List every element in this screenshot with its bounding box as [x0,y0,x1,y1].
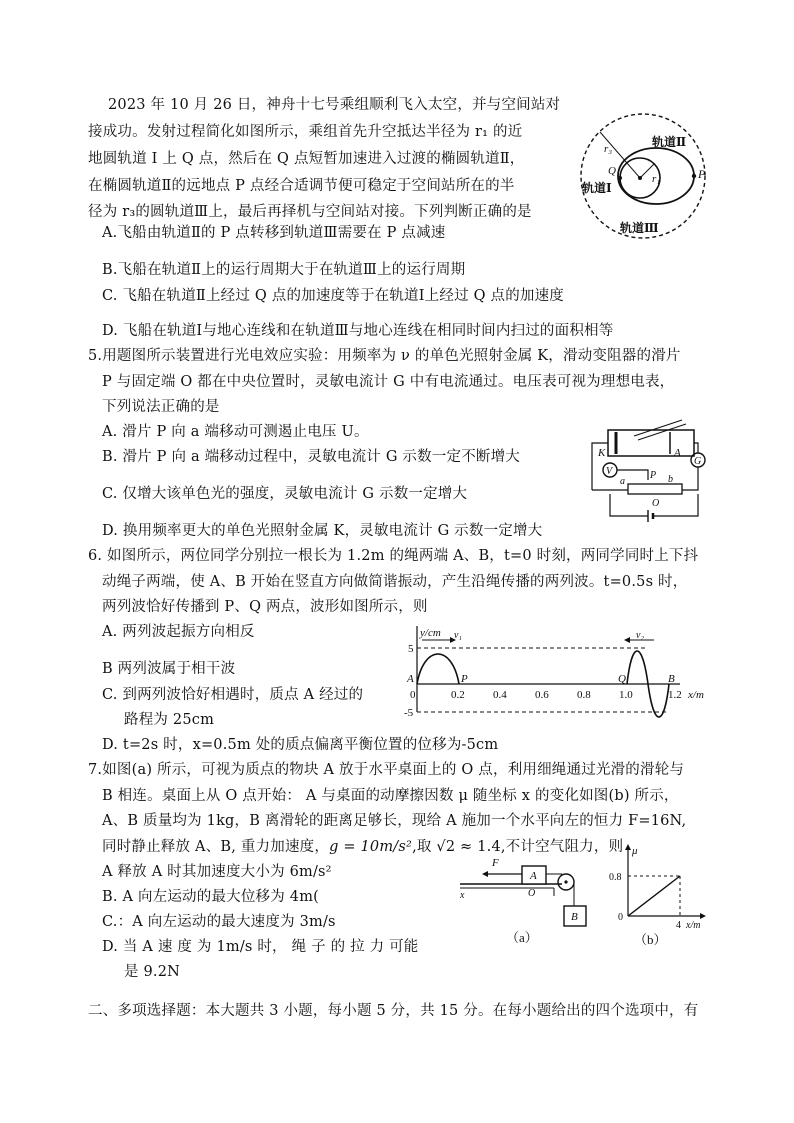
q6-option-c[interactable]: C. 到两列波恰好相遇时，质点 A 经过的 [102,687,364,703]
q7-stem-line: 7.如图(a) 所示，可视为质点的物块 A 放于水平桌面上的 O 点，利用细绳通过光滑的滑轮与 [88,762,685,778]
label-block-b: B [571,911,578,923]
q4-stem-line: 2023 年 10 月 26 日，神舟十七号乘组顺利飞入太空，并与空间站对 [108,97,561,113]
arrow-v2-head [624,637,630,643]
x-tick: 4 [676,920,681,931]
q4-stem-line: 地圆轨道 Ⅰ 上 Q 点，然后在 Q 点短暂加速进入过渡的椭圆轨道Ⅱ， [88,151,525,167]
q5-circuit-figure [586,418,710,526]
mu-line [628,876,680,916]
q5-option-c[interactable]: C. 仅增大该单色光的强度，灵敏电流计 G 示数一定增大 [102,486,468,502]
section-2-heading: 二、多项选择题：本大题共 3 小题，每小题 5 分，共 15 分。在每小题给出的四个选项中，有 [88,1003,699,1019]
y-tick: 0.8 [609,872,622,883]
q6-stem-line: 动绳子两端，使 A、B 开始在竖直方向做简谐振动，产生沿绳传播的两列波。t=0.5s 时， [102,574,688,590]
label-v2: v₂ [636,630,644,641]
label-mu: μ [632,845,638,857]
label-orbit-3: 轨道Ⅲ [620,221,659,235]
x-tick: 1.2 [668,689,682,701]
q5-stem-line: 5.用题图所示装置进行光电效应实验：用频率为 ν 的单色光照射金属 K，滑动变阻器的滑片 [88,348,681,364]
force-f-head [482,871,488,877]
q7-option-a[interactable]: A 释放 A 时其加速度大小为 6m/s² [102,864,332,880]
label-g: G [694,456,702,467]
label-b-end: b [668,474,673,485]
label-a: A [674,447,681,459]
figure-b-caption: （b） [634,932,667,947]
q4-option-a[interactable]: A.飞船由轨道Ⅱ的 P 点转移到轨道Ⅲ需要在 P 点减速 [102,225,446,241]
label-p: P [698,167,706,181]
label-v: V [606,466,613,477]
rheostat [628,484,682,494]
q7-figure-b [608,840,712,948]
label-b: B [668,673,675,685]
label-r3: r₃ [604,143,613,155]
q7-stem-text: ,取 √2 ≈ 1.4,不计空气阻力，则 [412,839,624,855]
label-q: Q [618,673,626,685]
label-orbit-1: 轨道Ⅰ [582,181,612,195]
r3-line [600,132,640,178]
wire [610,494,648,516]
q7-figure-a [454,850,588,950]
q5-stem-line: P 与固定端 O 都在中央位置时，灵敏电流计 G 中有电流通过。电压表可视为理想电表， [102,374,675,390]
label-p: P [650,470,657,481]
label-p: P [461,673,468,685]
x-tick: 0.4 [493,689,507,701]
origin-label: 0 [618,912,623,923]
label-f: F [492,857,499,869]
wire [682,467,698,490]
q6-option-a[interactable]: A. 两列波起振方向相反 [102,624,255,640]
label-a: A [407,673,414,685]
y-axis-label: y/cm [420,627,441,639]
pulley-axle [564,880,567,883]
x-tick: 0.2 [451,689,465,701]
q4-stem-line: 接成功。发射过程简化如图所示，乘组首先升空抵达半径为 r₁ 的近 [88,124,523,140]
label-a-end: a [620,476,625,487]
y-tick-neg5: -5 [404,707,414,719]
q4-orbit-figure [570,110,720,250]
label-orbit-2: 轨道Ⅱ [652,135,687,149]
q7-stem-line: B 相连。桌面上从 O 点开始： A 与桌面的动摩擦因数 μ 随坐标 x 的变化如图(b) 所示， [102,788,679,804]
label-r1: r₁ [652,173,661,185]
q7-option-c[interactable]: C.：A 向左运动的最大速度为 3m/s [102,914,336,930]
q7-option-d[interactable]: D. 当 A 速 度 为 1m/s 时， 绳 子 的 拉 力 可能 [102,939,419,955]
q7-gravity-formula: g = 10m/s² [329,839,413,855]
label-o: O [528,888,536,899]
x-axis-label: x/m [686,920,701,931]
x-tick: 1.0 [619,689,633,701]
x-tick: 0.6 [535,689,549,701]
q6-option-d[interactable]: D. t=2s 时，x=0.5m 处的质点偏离平衡位置的位移为-5cm [102,737,499,753]
q5-stem-line: 下列说法正确的是 [102,399,220,415]
x-axis-label: x/m [688,689,704,701]
q7-option-b[interactable]: B. A 向左运动的最大位移为 4m( [102,889,319,905]
label-q: Q [608,165,616,177]
mu-axis-arrow [625,844,631,850]
wire [653,494,698,516]
label-x: x [460,890,465,901]
q4-option-d[interactable]: D. 飞船在轨道Ⅰ与地心连线和在轨道Ⅲ与地心连线在相同时间内扫过的面积相等 [102,323,614,339]
q6-wave-figure [404,620,716,720]
photocell-tube [608,430,694,456]
q6-option-c-cont: 路程为 25cm [124,712,215,728]
q4-option-b[interactable]: B.飞船在轨道Ⅱ上的运行周期大于在轨道Ⅲ上的运行周期 [102,262,466,278]
orbit-3-circle [581,114,705,238]
q6-option-b[interactable]: B 两列波属于相干波 [102,661,236,677]
q6-stem-line: 6. 如图所示，两位同学分别拉一根长为 1.2m 的绳两端 A、B，t=0 时刻，两同学同时上下抖 [88,548,699,564]
q4-stem-line: 径为 r₃的圆轨道Ⅲ上，最后再择机与空间站对接。下列判断正确的是 [88,204,532,220]
x-axis-arrow [700,913,706,919]
q5-option-b[interactable]: B. 滑片 P 向 a 端移动过程中，灵敏电流计 G 示数一定不断增大 [102,449,521,465]
label-k: K [598,447,606,459]
label-block-a: A [530,870,537,882]
point-q [618,176,622,180]
q5-option-d[interactable]: D. 换用频率更大的单色光照射金属 K，灵敏电流计 G 示数一定增大 [102,523,543,539]
q7-stem-text: 同时静止释放 A、B, 重力加速度， [102,839,330,855]
figure-a-caption: （a） [506,930,538,945]
wave-1 [417,654,459,684]
q7-stem-line: A、B 质量均为 1kg，B 离滑轮的距离足够长，现给 A 施加一个水平向左的恒力 F=16N, [102,813,687,829]
label-v1: v₁ [454,630,462,641]
x-origin: 0 [410,689,416,701]
q7-option-d-cont: 是 9.2N [124,964,181,980]
q6-stem-line: 两列波恰好传播到 P、Q 两点，波形如图所示，则 [102,599,428,615]
label-o: O [652,498,660,509]
q5-option-a[interactable]: A. 滑片 P 向 a 端移动可测遏止电压 U。 [102,424,369,440]
point-p [692,174,696,178]
q4-stem-line: 在椭圆轨道Ⅱ的远地点 P 点经合适调节便可稳定于空间站所在的半 [88,178,515,194]
y-tick-5: 5 [408,643,414,655]
x-tick: 0.8 [577,689,591,701]
q4-option-c[interactable]: C. 飞船在轨道Ⅱ上经过 Q 点的加速度等于在轨道Ⅰ上经过 Q 点的加速度 [102,288,564,304]
